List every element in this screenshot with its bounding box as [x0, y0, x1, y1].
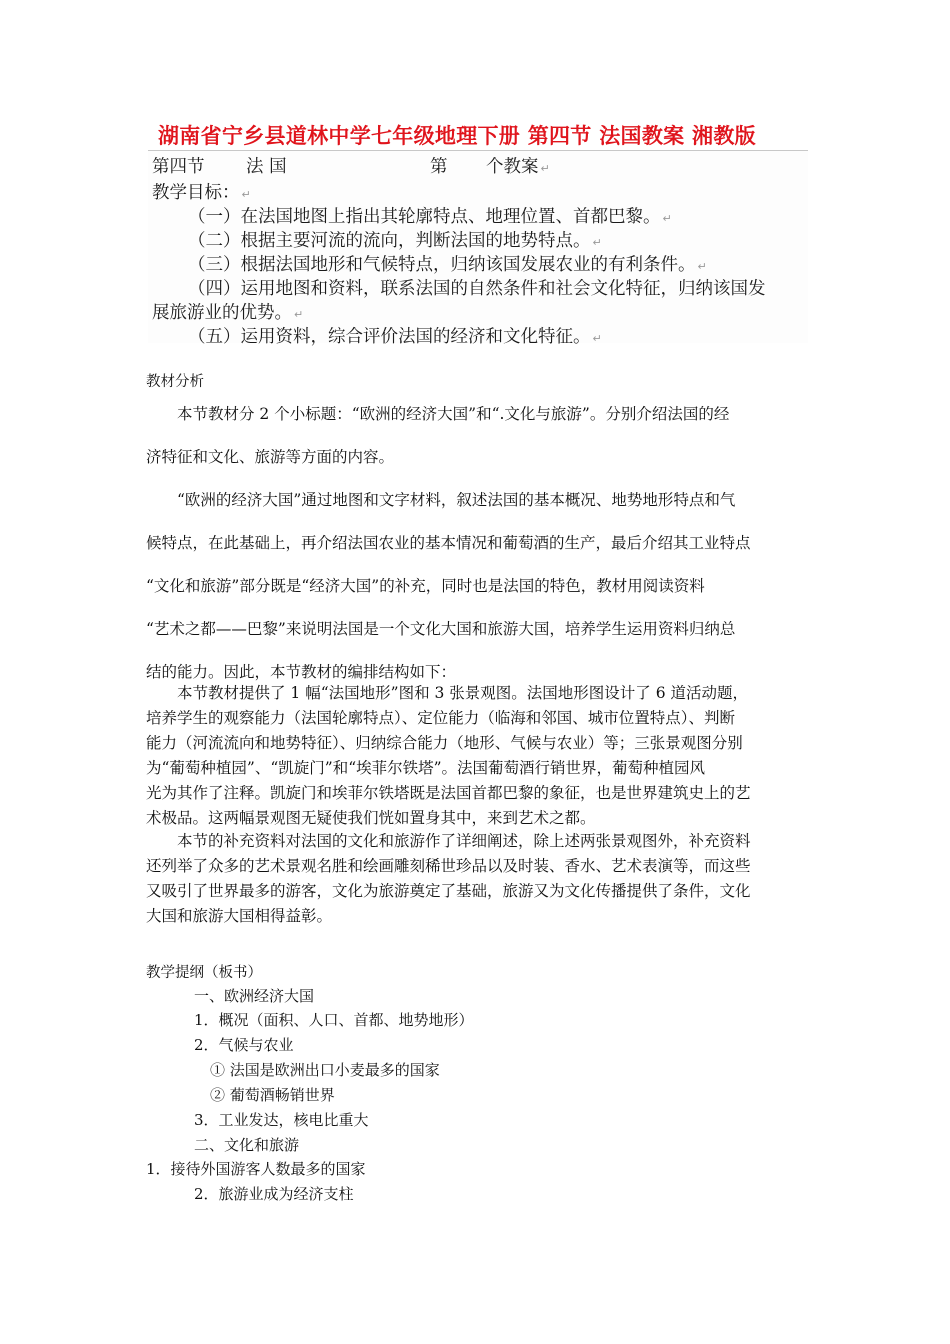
text-line: “欧洲的经济大国”通过地图和文字材料，叙述法国的基本概况、地势地形特点和气 [146, 491, 736, 509]
paragraph-mark: ↵ [662, 212, 672, 225]
scan-objective-4b: 展旅游业的优势。 ↵ [152, 303, 304, 323]
analysis-heading: 教材分析 [146, 374, 204, 390]
text-line: 能力（河流流向和地势特征）、归纳综合能力（地形、气候与农业）等；三张景观图分别 [146, 734, 743, 752]
text-line: 本节的补充资料对法国的文化和旅游作了详细阐述，除上述两张景观图外，补充资料 [146, 832, 751, 850]
document-title: 湖南省宁乡县道林中学七年级地理下册 第四节 法国教案 湘教版 [158, 124, 756, 148]
text-line: 候特点，在此基础上，再介绍法国农业的基本情况和葡萄酒的生产，最后介绍其工业特点 [146, 534, 751, 552]
text-line: 结的能力。因此，本节教材的编排结构如下： [146, 663, 457, 681]
scanned-objectives-image [148, 150, 808, 347]
paragraph-mark: ↵ [697, 260, 707, 273]
scan-topic-label: 法 国 [246, 157, 287, 177]
paragraph-mark: ↵ [241, 188, 251, 201]
text-line: 培养学生的观察能力（法国轮廓特点）、定位能力（临海和邻国、城市位置特点）、判断 [146, 709, 736, 727]
scan-section-label: 第四节 [152, 157, 205, 177]
scan-objective-2: （二）根据主要河流的流向，判断法国的地势特点。 ↵ [188, 231, 602, 251]
scan-objective-1: （一）在法国地图上指出其轮廓特点、地理位置、首都巴黎。 ↵ [188, 207, 672, 227]
text-line: 还列举了众多的艺术景观名胜和绘画雕刻稀世珍品以及时装、香水、艺术表演等，而这些 [146, 857, 751, 875]
paragraph-mark: ↵ [592, 236, 602, 249]
text-line: 本节教材提供了 1 幅“法国地形”图和 3 张景观图。法国地形图设计了 6 道活动题， [146, 684, 748, 702]
outline-section-2: 二、文化和旅游 [194, 1136, 300, 1154]
paragraph-mark: ↵ [540, 162, 550, 175]
outline-item-2-1: 1．接待外国游客人数最多的国家 [146, 1160, 366, 1178]
text-line: “艺术之都——巴黎”来说明法国是一个文化大国和旅游大国，培养学生运用资料归纳总 [146, 620, 736, 638]
text-line: 术极品。这两幅景观图无疑使我们恍如置身其中，来到艺术之都。 [146, 809, 596, 827]
text-line: 本节教材分 2 个小标题：“欧洲的经济大国”和“.文化与旅游”。分别介绍法国的经 [146, 405, 730, 423]
outline-item-1-3: 3．工业发达，核电比重大 [194, 1111, 369, 1129]
scan-objectives-label: 教学目标： ↵ [152, 183, 251, 203]
paragraph-mark: ↵ [294, 308, 304, 321]
outline-section-1: 一、欧洲经济大国 [194, 987, 315, 1005]
outline-subitem-1-2b: ② 葡萄酒畅销世界 [210, 1086, 335, 1104]
text-line: 济特征和文化、旅游等方面的内容。 [146, 448, 395, 466]
analysis-paragraph-3 [146, 829, 808, 929]
text-line: “文化和旅游”部分既是“经济大国”的补充，同时也是法国的特色，教材用阅读资料 [146, 577, 705, 595]
scan-lesson-di: 第 [430, 157, 448, 177]
scan-objective-5: （五）运用资料，综合评价法国的经济和文化特征。 ↵ [188, 327, 602, 347]
scan-objective-3: （三）根据法国地形和气候特点，归纳该国发展农业的有利条件。 ↵ [188, 255, 707, 275]
analysis-paragraph-1 [146, 393, 808, 694]
outline-item-1-2: 2．气候与农业 [194, 1036, 294, 1054]
text-line: 又吸引了世界最多的游客，文化为旅游奠定了基础，旅游又为文化传播提供了条件，文化 [146, 882, 751, 900]
paragraph-mark: ↵ [592, 332, 602, 345]
analysis-paragraph-2 [146, 681, 808, 831]
outline-heading: 教学提纲（板书） [146, 965, 262, 981]
scan-objective-4a: （四）运用地图和资料，联系法国的自然条件和社会文化特征，归纳该国发 [188, 279, 766, 299]
text-line: 为“葡萄种植园”、“凯旋门”和“埃菲尔铁塔”。法国葡萄酒行销世界，葡萄种植园风 [146, 759, 706, 777]
text-line: 光为其作了注释。凯旋门和埃菲尔铁塔既是法国首都巴黎的象征，也是世界建筑史上的艺 [146, 784, 751, 802]
outline-item-2-2: 2．旅游业成为经济支柱 [194, 1185, 354, 1203]
outline-item-1-1: 1．概况（面积、人口、首都、地势地形） [194, 1011, 474, 1029]
outline-subitem-1-2a: ① 法国是欧洲出口小麦最多的国家 [210, 1061, 440, 1079]
scan-lesson-ge: 个教案 ↵ [486, 157, 550, 177]
text-line: 大国和旅游大国相得益彰。 [146, 907, 333, 925]
